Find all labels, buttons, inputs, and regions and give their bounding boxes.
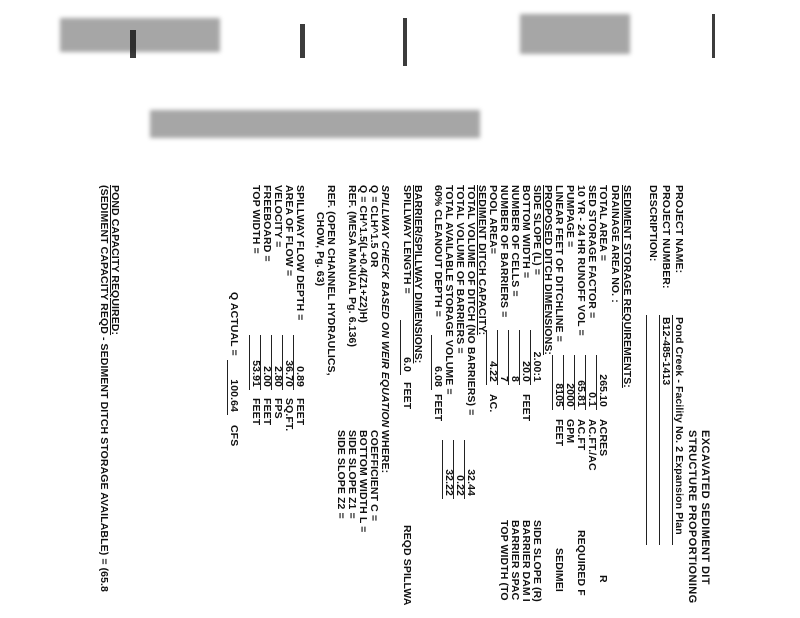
- cleanout-value: 6.08: [431, 335, 443, 390]
- barrier-spillway-heading: BARRIER/SPILLWAY DIMENSIONS:: [412, 185, 424, 364]
- doc-title-line2: STRUCTURE PROPORTIONING: [686, 430, 698, 604]
- side-slope-z1-label: SIDE SLOPE Z1 =: [346, 430, 358, 519]
- pond-capacity-equation: (SEDIMENT CAPACITY REQD - SEDIMENT DITCH STORAGE AVAILABLE) = (65.8: [98, 185, 110, 592]
- doc-title-line1: EXCAVATED SEDIMENT DIT: [699, 430, 711, 585]
- pool-area-unit: AC.: [487, 394, 499, 413]
- ditch-capacity-heading: SEDIMENT DITCH CAPACITY:: [476, 185, 488, 336]
- spillway-length-label: SPILLWAY LENGTH =: [401, 185, 413, 294]
- storage-factor-label: SED STORAGE FACTOR =: [586, 185, 598, 319]
- top-width-value: 53.91: [249, 335, 261, 390]
- cells-label: NUMBER OF CELLS =: [509, 185, 521, 297]
- velocity-label: VELOCITY =: [272, 185, 284, 248]
- spillway-length-unit: FEET: [401, 382, 413, 410]
- freeboard-unit: FEET: [261, 398, 273, 426]
- pond-capacity-heading: POND CAPACITY REQUIRED:: [109, 185, 121, 336]
- bottom-width-unit: FEET: [520, 394, 532, 422]
- bottom-width-l-label: BOTTOM WIDTH L =: [357, 430, 369, 533]
- pumpage-label: PUMPAGE =: [564, 185, 576, 248]
- flow-area-unit: SQ.FT.: [283, 398, 295, 432]
- runoff-unit: AC.FT: [575, 419, 587, 451]
- ditch-dimensions-heading: PROPOSED DITCH DIMENSIONS:: [542, 185, 554, 356]
- drainage-area-label: DRAINAGE AREA NO. :: [609, 185, 621, 303]
- available-storage-label: TOTAL AVAILABLE STORAGE VOLUME =: [443, 185, 455, 395]
- top-width-label: TOP WIDTH =: [250, 185, 262, 254]
- top-width-right-label: TOP WIDTH (TO: [498, 520, 510, 601]
- velocity-value: 2.80: [271, 335, 283, 390]
- top-width-unit: FEET: [250, 398, 262, 426]
- project-name-value: Pond Creek - Facility No. 2 Expansion Plan: [673, 317, 685, 535]
- linear-feet-unit: FEET: [553, 419, 565, 447]
- scan-mark: [712, 14, 715, 58]
- barriers-label: NUMBER OF BARRIERS =: [498, 185, 510, 318]
- q-actual-unit: CFS: [228, 425, 240, 447]
- freeboard-value: 2.00: [260, 335, 272, 390]
- available-storage-value: 32.22: [442, 440, 454, 499]
- sediment-storage-heading: SEDIMENT STORAGE REQUIREMENTS:: [621, 185, 633, 388]
- flow-depth-label: SPILLWAY FLOW DEPTH =: [294, 185, 306, 321]
- project-number-label: PROJECT NUMBER:: [660, 185, 672, 289]
- field-underline: [672, 315, 673, 545]
- chow-reference-1: REF. (OPEN CHANNEL HYDRAULICS,: [325, 185, 337, 376]
- flow-area-value: 36.70: [282, 335, 294, 390]
- sediment-right-label: SEDIMEI: [553, 548, 565, 592]
- cells-value: 8: [508, 330, 520, 385]
- weir-equation-1: Q = CLH^1.5 OR: [368, 185, 380, 268]
- side-slope-z2-label: SIDE SLOPE Z2 =: [335, 430, 347, 519]
- bottom-width-value: 20.0: [519, 330, 531, 385]
- total-area-value: 265.10: [596, 355, 608, 410]
- side-slope-r-label: SIDE SLOPE (R): [531, 520, 543, 602]
- chow-reference-2: CHOW, Pg. 63): [314, 212, 326, 287]
- spillway-length-value: 6.0: [400, 320, 412, 375]
- barrier-volume-value: 0.22: [453, 440, 465, 499]
- runoff-label: 10 YR - 24 HR RUNOFF VOL =: [575, 185, 587, 336]
- pumpage-value: 2000: [563, 355, 575, 410]
- right-col-r: R: [597, 575, 609, 583]
- q-actual-label: Q ACTUAL =: [228, 292, 240, 356]
- q-actual-value: 100.64: [227, 360, 239, 415]
- barrier-spacing-label: BARRIER SPAC: [509, 520, 521, 601]
- required-label: REQUIRED F: [575, 530, 587, 596]
- bottom-width-label: BOTTOM WIDTH =: [520, 185, 532, 279]
- reqd-spillway-label: REQD SPILLWA: [401, 525, 413, 606]
- runoff-value: 65.81: [574, 355, 586, 410]
- storage-factor-value: 0.1: [585, 355, 597, 410]
- flow-depth-value: 0.89: [293, 335, 305, 390]
- field-underline: [646, 315, 647, 545]
- mesa-reference: REF. (MESA MANUAL Pg. 6.136): [346, 185, 358, 348]
- linear-feet-value: 8105: [552, 355, 564, 410]
- velocity-unit: FPS: [272, 398, 284, 419]
- linear-feet-label: LINEAR FEET OF DITCHLINE =: [553, 185, 565, 342]
- total-volume-label: TOTAL VOLUME OF DITCH (NO BARRIERS) =: [465, 185, 477, 416]
- flow-depth-unit: FEET: [294, 398, 306, 426]
- barrier-dam-label: BARRIER DAM I: [520, 520, 532, 602]
- weir-equation-2: Q = CH^1.5(L+0.4(Z1+Z2)H): [357, 185, 369, 323]
- project-name-label: PROJECT NAME:: [673, 185, 685, 274]
- side-slope-label: SIDE SLOPE (L) =: [531, 185, 543, 275]
- freeboard-label: FREEBOARD =: [261, 185, 273, 262]
- pool-area-value: 4.22: [486, 330, 498, 385]
- side-slope-value: 2.00:1: [530, 330, 542, 385]
- coefficient-label: COEFFICIENT C =: [368, 430, 380, 522]
- total-volume-value: 32.44: [464, 440, 476, 499]
- cleanout-unit: FEET: [432, 394, 444, 422]
- description-label: DESCRIPTION:: [647, 185, 659, 262]
- pool-area-label: POOL AREA=: [487, 185, 499, 254]
- spillway-check-heading: SPILLWAY CHECK BASED ON WEIR EQUATION: [379, 185, 391, 428]
- flow-area-label: AREA OF FLOW =: [283, 185, 295, 277]
- total-area-label: TOTAL AREA =: [597, 185, 609, 261]
- cleanout-label: 60% CLEANOUT DEPTH =: [432, 185, 444, 317]
- total-area-unit: ACRES: [597, 419, 609, 457]
- pumpage-unit: GPM: [564, 419, 576, 444]
- project-number-value: B12-485-1413: [660, 317, 672, 386]
- storage-factor-unit: AC.FT./AC: [586, 419, 598, 471]
- barriers-value: 7: [497, 330, 509, 385]
- where-label: WHERE:: [379, 430, 391, 474]
- barrier-volume-label: TOTAL VOLUME OF BARRIERS =: [454, 185, 466, 354]
- field-underline: [659, 315, 660, 545]
